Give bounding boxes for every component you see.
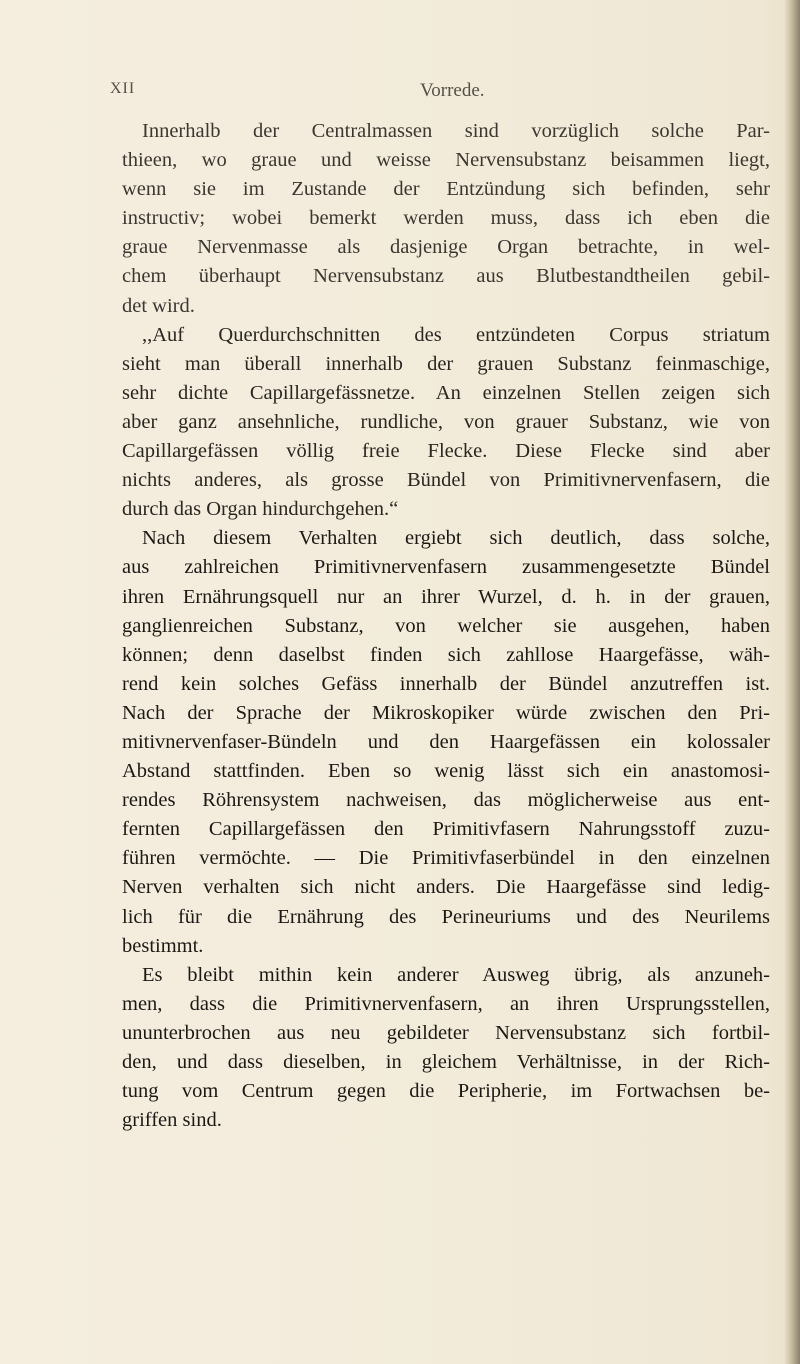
text-line: rendes Röhrensystem nachweisen, das möglicherweise aus ent-	[122, 789, 770, 812]
text-line: men, dass die Primitivnervenfasern, an ihren Ursprungsstellen,	[122, 992, 770, 1015]
text-line: Capillargefässen völlig freie Flecke. Diese Flecke sind aber	[122, 440, 770, 463]
text-line: führen vermöchte. — Die Primitivfaserbündel in den einzelnen	[122, 847, 770, 870]
running-head: Vorrede.	[420, 80, 485, 101]
text-line: ganglienreichen Substanz, von welcher sie ausgehen, haben	[122, 614, 770, 637]
page-edge-shadow	[784, 0, 800, 1364]
text-line: lich für die Ernährung des Perineuriums und des Neurilems	[122, 905, 770, 928]
text-line: bestimmt.	[122, 934, 204, 957]
text-line: aus zahlreichen Primitivnervenfasern zusammengesetzte Bündel	[122, 556, 770, 579]
text-line: durch das Organ hindurchgehen.“	[122, 498, 399, 521]
text-line: mitivnervenfaser-Bündeln und den Haargefässen ein kolossaler	[122, 730, 770, 753]
text-line: Nerven verhalten sich nicht anders. Die Haargefässe sind ledig-	[122, 876, 770, 899]
page-number: XII	[110, 80, 136, 97]
text-line: chem überhaupt Nervensubstanz aus Blutbestandtheilen gebil-	[122, 265, 770, 288]
text-line: Abstand stattfinden. Eben so wenig lässt sich ein anastomosi-	[122, 760, 770, 783]
text-line: Innerhalb der Centralmassen sind vorzüglich solche Par-	[142, 120, 770, 142]
text-line: Nach der Sprache der Mikroskopiker würde zwischen den Pri-	[122, 701, 770, 724]
text-line: sehr dichte Capillargefässnetze. An einzelnen Stellen zeigen sich	[122, 381, 770, 404]
text-line: rend kein solches Gefäss innerhalb der Bündel anzutreffen ist.	[122, 672, 770, 695]
page-header	[110, 80, 770, 110]
text-line: Es bleibt mithin kein anderer Ausweg übrig, als anzuneh-	[142, 963, 770, 986]
text-line: graue Nervenmasse als dasjenige Organ betrachte, in wel-	[122, 236, 770, 259]
body-text	[122, 117, 770, 1135]
text-line: ihren Ernährungsquell nur an ihrer Wurzel, d. h. in der grauen,	[122, 585, 770, 608]
text-line: wenn sie im Zustande der Entzündung sich befinden, sehr	[122, 178, 770, 201]
text-line: den, und dass dieselben, in gleichem Verhältnisse, in der Rich-	[122, 1051, 770, 1073]
text-line: nichts anderes, als grosse Bündel von Primitivnervenfasern, die	[122, 469, 770, 492]
text-line: thieen, wo graue und weisse Nervensubstanz beisammen liegt,	[122, 149, 770, 172]
text-line: ununterbrochen aus neu gebildeter Nervensubstanz sich fortbil-	[122, 1021, 770, 1044]
text-line: fernten Capillargefässen den Primitivfasern Nahrungsstoff zuzu-	[122, 818, 770, 841]
text-line: ,,Auf Querdurchschnitten des entzündeten Corpus striatum	[142, 323, 770, 346]
text-line: det wird.	[122, 294, 195, 317]
text-line: können; denn daselbst finden sich zahllose Haargefässe, wäh-	[122, 643, 770, 666]
text-line: tung vom Centrum gegen die Peripherie, im Fortwachsen be-	[122, 1080, 770, 1103]
text-line: sieht man überall innerhalb der grauen Substanz feinmaschige,	[122, 352, 770, 375]
text-line: aber ganz ansehnliche, rundliche, von grauer Substanz, wie von	[122, 410, 770, 433]
text-line: instructiv; wobei bemerkt werden muss, dass ich eben die	[122, 207, 770, 230]
text-line: Nach diesem Verhalten ergiebt sich deutlich, dass solche,	[142, 527, 770, 550]
text-line: griffen sind.	[122, 1109, 222, 1132]
